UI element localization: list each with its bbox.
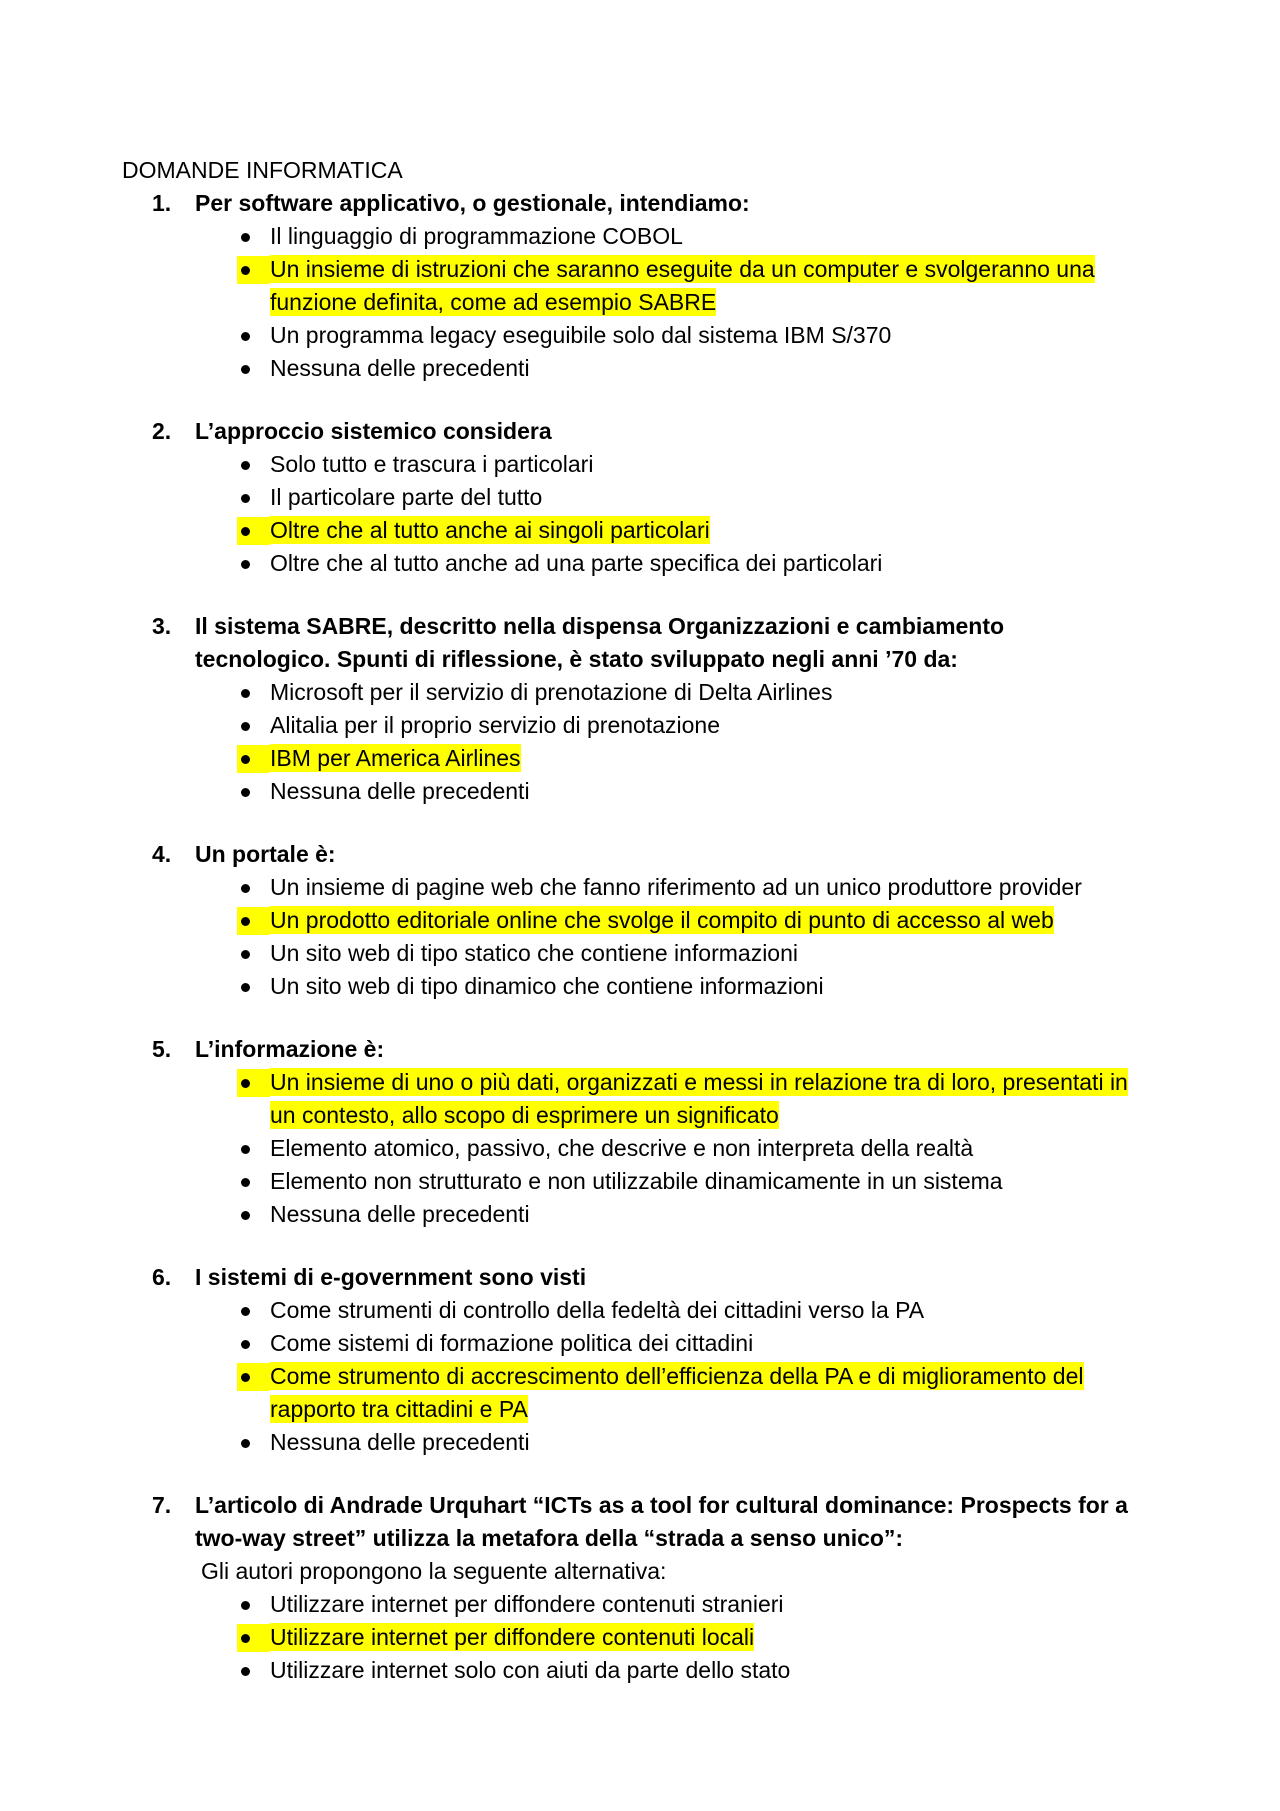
answer-item <box>122 448 1162 481</box>
question-2 <box>122 415 1162 580</box>
question-heading <box>122 1033 1162 1066</box>
answer-item <box>122 1165 1162 1198</box>
answer-text: Un sito web di tipo statico che contiene informazioni <box>270 940 799 966</box>
answer-item-correct <box>122 904 1162 937</box>
answer-text: Elemento non strutturato e non utilizzabile dinamicamente in un sistema <box>270 1168 1003 1194</box>
bullet-icon <box>237 1165 270 1198</box>
answer-list <box>122 1294 1162 1459</box>
bullet-icon <box>237 1426 270 1459</box>
answer-text-wrap <box>270 970 1162 1003</box>
bullet-icon <box>237 220 270 253</box>
answer-text: Solo tutto e trascura i particolari <box>270 451 594 477</box>
answer-list <box>122 871 1162 1003</box>
answer-text: Come strumenti di controllo della fedeltà dei cittadini verso la PA <box>270 1297 925 1323</box>
bullet-icon <box>237 1132 270 1165</box>
bullet-icon <box>237 1327 270 1360</box>
bullet-icon <box>237 1360 270 1426</box>
bullet-icon <box>237 352 270 385</box>
answer-text: Come sistemi di formazione politica dei cittadini <box>270 1330 754 1356</box>
question-number: 7. <box>152 1492 172 1518</box>
question-3 <box>122 610 1162 808</box>
document-body <box>122 154 1162 1717</box>
answer-item <box>122 937 1162 970</box>
document-title: DOMANDE INFORMATICA <box>122 157 403 183</box>
answer-item <box>122 1198 1162 1231</box>
answer-item <box>122 1327 1162 1360</box>
answer-list <box>122 676 1162 808</box>
answer-text-wrap <box>270 1165 1162 1198</box>
answer-text-wrap <box>270 1327 1162 1360</box>
question-number: 3. <box>152 613 172 639</box>
bullet-icon <box>237 253 270 319</box>
bullet-icon <box>237 481 270 514</box>
answer-list <box>122 448 1162 580</box>
answer-item <box>122 319 1162 352</box>
answer-text: Un prodotto editoriale online che svolge il compito di punto di accesso al web <box>270 907 1054 933</box>
question-number: 2. <box>152 418 172 444</box>
answer-text: Un insieme di istruzioni che saranno eseguite da un computer e svolgeranno una funzione definita, come ad esempio SABRE <box>270 256 1095 315</box>
answer-item-correct <box>122 1066 1162 1132</box>
bullet-icon <box>237 319 270 352</box>
answer-item-correct <box>122 253 1162 319</box>
bullet-icon <box>237 448 270 481</box>
answer-text-wrap <box>270 319 1162 352</box>
answer-text: Come strumento di accrescimento dell’efficienza della PA e di miglioramento del rapporto tra cittadini e PA <box>270 1363 1084 1422</box>
question-heading <box>122 415 1162 448</box>
bullet-icon <box>237 742 270 775</box>
answer-text: Utilizzare internet solo con aiuti da parte dello stato <box>270 1657 791 1683</box>
answer-text: Un programma legacy eseguibile solo dal sistema IBM S/370 <box>270 322 892 348</box>
answer-text-wrap <box>270 1621 1162 1654</box>
question-heading <box>122 838 1162 871</box>
bullet-icon <box>237 775 270 808</box>
question-text: Un portale è: <box>195 841 336 867</box>
answer-list <box>122 1588 1162 1687</box>
question-text: Il sistema SABRE, descritto nella dispensa Organizzazioni e cambiamento tecnologico. Spunti di riflessione, è stato sviluppato negli anni ’70 da: <box>195 613 1005 672</box>
answer-text: Un sito web di tipo dinamico che contiene informazioni <box>270 973 824 999</box>
answer-text-wrap <box>270 1654 1162 1687</box>
answer-text-wrap <box>270 676 1162 709</box>
question-text: L’informazione è: <box>195 1036 385 1062</box>
answer-text: Nessuna delle precedenti <box>270 355 530 381</box>
answer-text: Un insieme di uno o più dati, organizzati e messi in relazione tra di loro, presentati in un contesto, allo scopo di esprimere un significato <box>270 1069 1128 1128</box>
bullet-icon <box>237 970 270 1003</box>
answer-text: Oltre che al tutto anche ai singoli particolari <box>270 517 710 543</box>
answer-text: Il linguaggio di programmazione COBOL <box>270 223 683 249</box>
answer-item <box>122 1426 1162 1459</box>
answer-text: Alitalia per il proprio servizio di prenotazione <box>270 712 721 738</box>
answer-item <box>122 1132 1162 1165</box>
bullet-icon <box>237 1654 270 1687</box>
question-heading <box>122 187 1162 220</box>
answer-text-wrap <box>270 547 1162 580</box>
question-5 <box>122 1033 1162 1231</box>
answer-item <box>122 970 1162 1003</box>
answer-text-wrap <box>270 514 1162 547</box>
question-list <box>122 187 1162 1687</box>
answer-text-wrap <box>270 448 1162 481</box>
question-text: L’approccio sistemico considera <box>195 418 552 444</box>
answer-item <box>122 709 1162 742</box>
answer-text-wrap <box>270 220 1162 253</box>
bullet-icon <box>237 904 270 937</box>
answer-text: Microsoft per il servizio di prenotazione di Delta Airlines <box>270 679 833 705</box>
question-number: 4. <box>152 841 172 867</box>
question-heading <box>122 1489 1162 1555</box>
question-heading <box>122 1261 1162 1294</box>
answer-text-wrap <box>270 1360 1162 1426</box>
question-text: Per software applicativo, o gestionale, intendiamo: <box>195 190 750 216</box>
bullet-icon <box>237 676 270 709</box>
answer-list <box>122 220 1162 385</box>
answer-text: Nessuna delle precedenti <box>270 1429 530 1455</box>
answer-text: Nessuna delle precedenti <box>270 778 530 804</box>
question-number: 1. <box>152 190 172 216</box>
answer-text: Nessuna delle precedenti <box>270 1201 530 1227</box>
answer-text-wrap <box>270 1066 1162 1132</box>
question-4 <box>122 838 1162 1003</box>
answer-text-wrap <box>270 937 1162 970</box>
answer-item <box>122 481 1162 514</box>
answer-list <box>122 1066 1162 1231</box>
answer-text-wrap <box>270 1198 1162 1231</box>
answer-text: Il particolare parte del tutto <box>270 484 543 510</box>
answer-text-wrap <box>270 481 1162 514</box>
bullet-icon <box>237 514 270 547</box>
answer-text-wrap <box>270 1294 1162 1327</box>
answer-text-wrap <box>270 352 1162 385</box>
answer-text-wrap <box>270 709 1162 742</box>
answer-text-wrap <box>270 1588 1162 1621</box>
answer-text: Oltre che al tutto anche ad una parte specifica dei particolari <box>270 550 883 576</box>
answer-item <box>122 775 1162 808</box>
question-text: I sistemi di e-government sono visti <box>195 1264 587 1290</box>
answer-item <box>122 220 1162 253</box>
question-heading <box>122 610 1162 676</box>
bullet-icon <box>237 1066 270 1132</box>
bullet-icon <box>237 937 270 970</box>
question-note: Gli autori propongono la seguente alternativa: <box>201 1558 667 1584</box>
answer-text-wrap <box>270 1426 1162 1459</box>
bullet-icon <box>237 547 270 580</box>
answer-text: Elemento atomico, passivo, che descrive e non interpreta della realtà <box>270 1135 974 1161</box>
answer-text: Utilizzare internet per diffondere contenuti locali <box>270 1624 755 1650</box>
bullet-icon <box>237 1588 270 1621</box>
answer-text: Utilizzare internet per diffondere contenuti stranieri <box>270 1591 784 1617</box>
answer-text-wrap <box>270 253 1162 319</box>
answer-item <box>122 1588 1162 1621</box>
question-text: L’articolo di Andrade Urquhart “ICTs as a tool for cultural dominance: Prospects for a two-way street” utilizza la metafora della “strada a senso unico”: <box>195 1492 1128 1551</box>
question-number: 5. <box>152 1036 172 1062</box>
question-7 <box>122 1489 1162 1687</box>
answer-item-correct <box>122 742 1162 775</box>
answer-item <box>122 547 1162 580</box>
answer-text-wrap <box>270 775 1162 808</box>
answer-item <box>122 352 1162 385</box>
bullet-icon <box>237 1621 270 1654</box>
bullet-icon <box>237 871 270 904</box>
bullet-icon <box>237 1198 270 1231</box>
answer-text-wrap <box>270 1132 1162 1165</box>
answer-text-wrap <box>270 904 1162 937</box>
question-1 <box>122 187 1162 385</box>
answer-item <box>122 871 1162 904</box>
answer-item-correct <box>122 1621 1162 1654</box>
bullet-icon <box>237 709 270 742</box>
answer-text-wrap <box>270 742 1162 775</box>
answer-item-correct <box>122 514 1162 547</box>
answer-item <box>122 676 1162 709</box>
answer-item-correct <box>122 1360 1162 1426</box>
question-6 <box>122 1261 1162 1459</box>
answer-item <box>122 1654 1162 1687</box>
answer-item <box>122 1294 1162 1327</box>
bullet-icon <box>237 1294 270 1327</box>
answer-text: IBM per America Airlines <box>270 745 521 771</box>
question-number: 6. <box>152 1264 172 1290</box>
answer-text: Un insieme di pagine web che fanno riferimento ad un unico produttore provider <box>270 874 1082 900</box>
answer-text-wrap <box>270 871 1162 904</box>
